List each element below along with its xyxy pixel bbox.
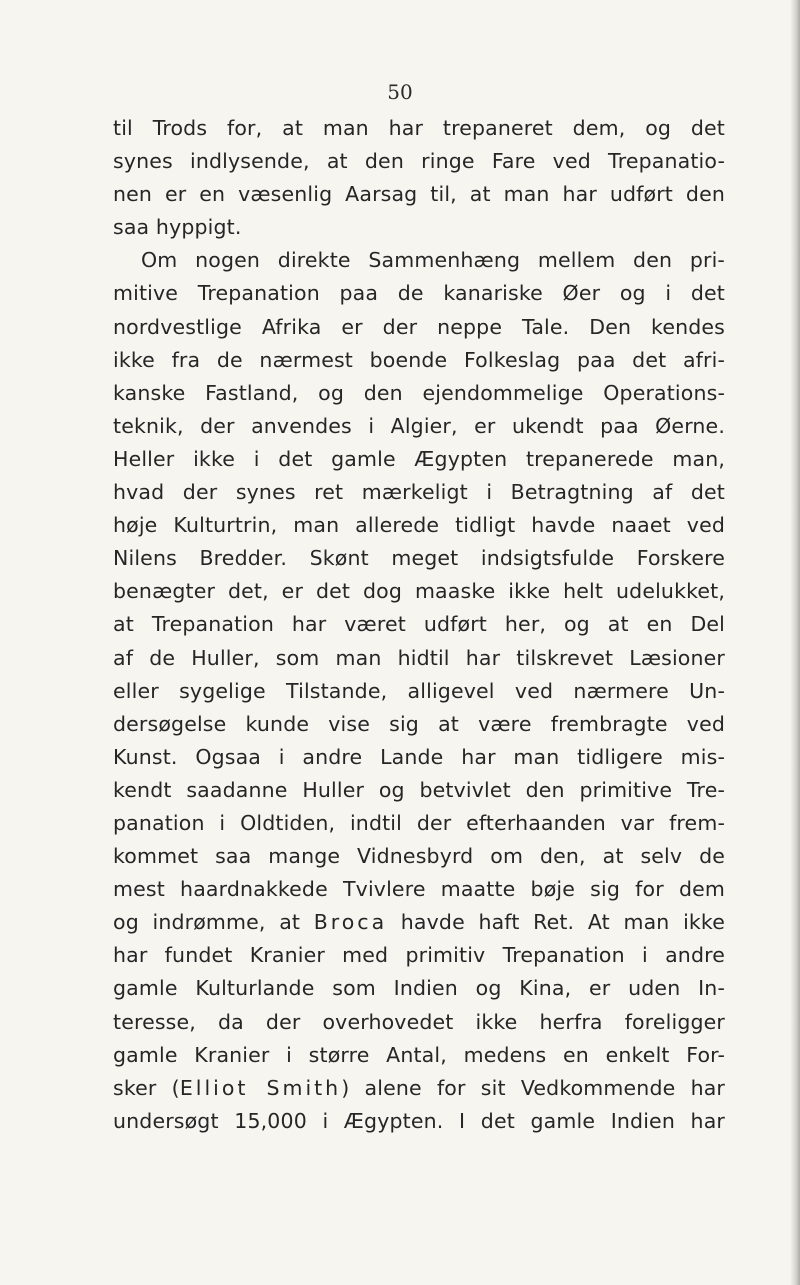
text-line: Nilens Bredder. Skønt meget indsigtsfulde Forskere bbox=[113, 546, 725, 571]
text-line: at Trepanation har været udført her, og at en Del bbox=[113, 612, 725, 637]
text-line: mest haardnakkede Tvivlere maatte bøje sig for dem bbox=[113, 877, 725, 902]
text-line: undersøgt 15,000 i Ægypten. I det gamle Indien har bbox=[113, 1108, 725, 1133]
text-fragment: ) alene for sit Vedkommende har bbox=[341, 1075, 725, 1100]
text-fragment: sker ( bbox=[113, 1075, 180, 1100]
text-line: kommet saa mange Vidnesbyrd om den, at selv de bbox=[113, 844, 725, 869]
text-line: teknik, der anvendes i Algier, er ukendt paa Øerne. bbox=[113, 413, 725, 438]
text-line: nordvestlige Afrika er der neppe Tale. Den kendes bbox=[113, 314, 725, 339]
text-line: kanske Fastland, og den ejendommelige Operations- bbox=[113, 380, 725, 405]
text-line-elliot-smith bbox=[113, 1072, 725, 1105]
text-line: panation i Oldtiden, indtil der efterhaanden var frem- bbox=[113, 810, 725, 835]
text-line: høje Kulturtrin, man allerede tidligt havde naaet ved bbox=[113, 513, 725, 538]
paragraph-start-line: Om nogen direkte Sammenhæng mellem den pri- bbox=[141, 248, 725, 273]
page-edge-shadow bbox=[790, 0, 800, 1285]
text-line: saa hyppigt. bbox=[113, 215, 242, 240]
text-line: nen er en væsenlig Aarsag til, at man har udført den bbox=[113, 182, 725, 207]
text-line: kendt saadanne Huller og betvivlet den primitive Tre- bbox=[113, 777, 725, 802]
text-fragment: og indrømme, at bbox=[113, 910, 314, 935]
text-line: har fundet Kranier med primitiv Trepanation i andre bbox=[113, 943, 725, 968]
text-line: teresse, da der overhovedet ikke herfra foreligger bbox=[113, 1009, 725, 1034]
text-line: Kunst. Ogsaa i andre Lande har man tidligere mis- bbox=[113, 744, 725, 769]
text-fragment: havde haft Ret. At man ikke bbox=[387, 910, 725, 935]
text-line: af de Huller, som man hidtil har tilskrevet Læsioner bbox=[113, 645, 725, 670]
text-line: hvad der synes ret mærkeligt i Betragtning af det bbox=[113, 480, 725, 505]
author-name-broca: Broca bbox=[313, 910, 388, 935]
page-number: 50 bbox=[387, 80, 413, 104]
text-line: gamle Kranier i større Antal, medens en enkelt For- bbox=[113, 1042, 725, 1067]
body-text bbox=[113, 112, 725, 1138]
text-line: eller sygelige Tilstande, alligevel ved nærmere Un- bbox=[113, 678, 725, 703]
text-line: benægter det, er det dog maaske ikke helt udelukket, bbox=[113, 579, 725, 604]
text-line: synes indlysende, at den ringe Fare ved Trepanatio- bbox=[113, 149, 725, 174]
text-line: ikke fra de nærmest boende Folkeslag paa det afri- bbox=[113, 347, 725, 372]
text-line-broca bbox=[113, 906, 725, 939]
text-line: Heller ikke i det gamle Ægypten trepanerede man, bbox=[113, 446, 725, 471]
text-line: dersøgelse kunde vise sig at være frembragte ved bbox=[113, 711, 725, 736]
text-line: mitive Trepanation paa de kanariske Øer og i det bbox=[113, 281, 725, 306]
text-line: til Trods for, at man har trepaneret dem, og det bbox=[113, 116, 725, 140]
author-name-elliot-smith: Elliot Smith bbox=[179, 1075, 342, 1100]
text-line: gamle Kulturlande som Indien og Kina, er uden In- bbox=[113, 976, 725, 1001]
